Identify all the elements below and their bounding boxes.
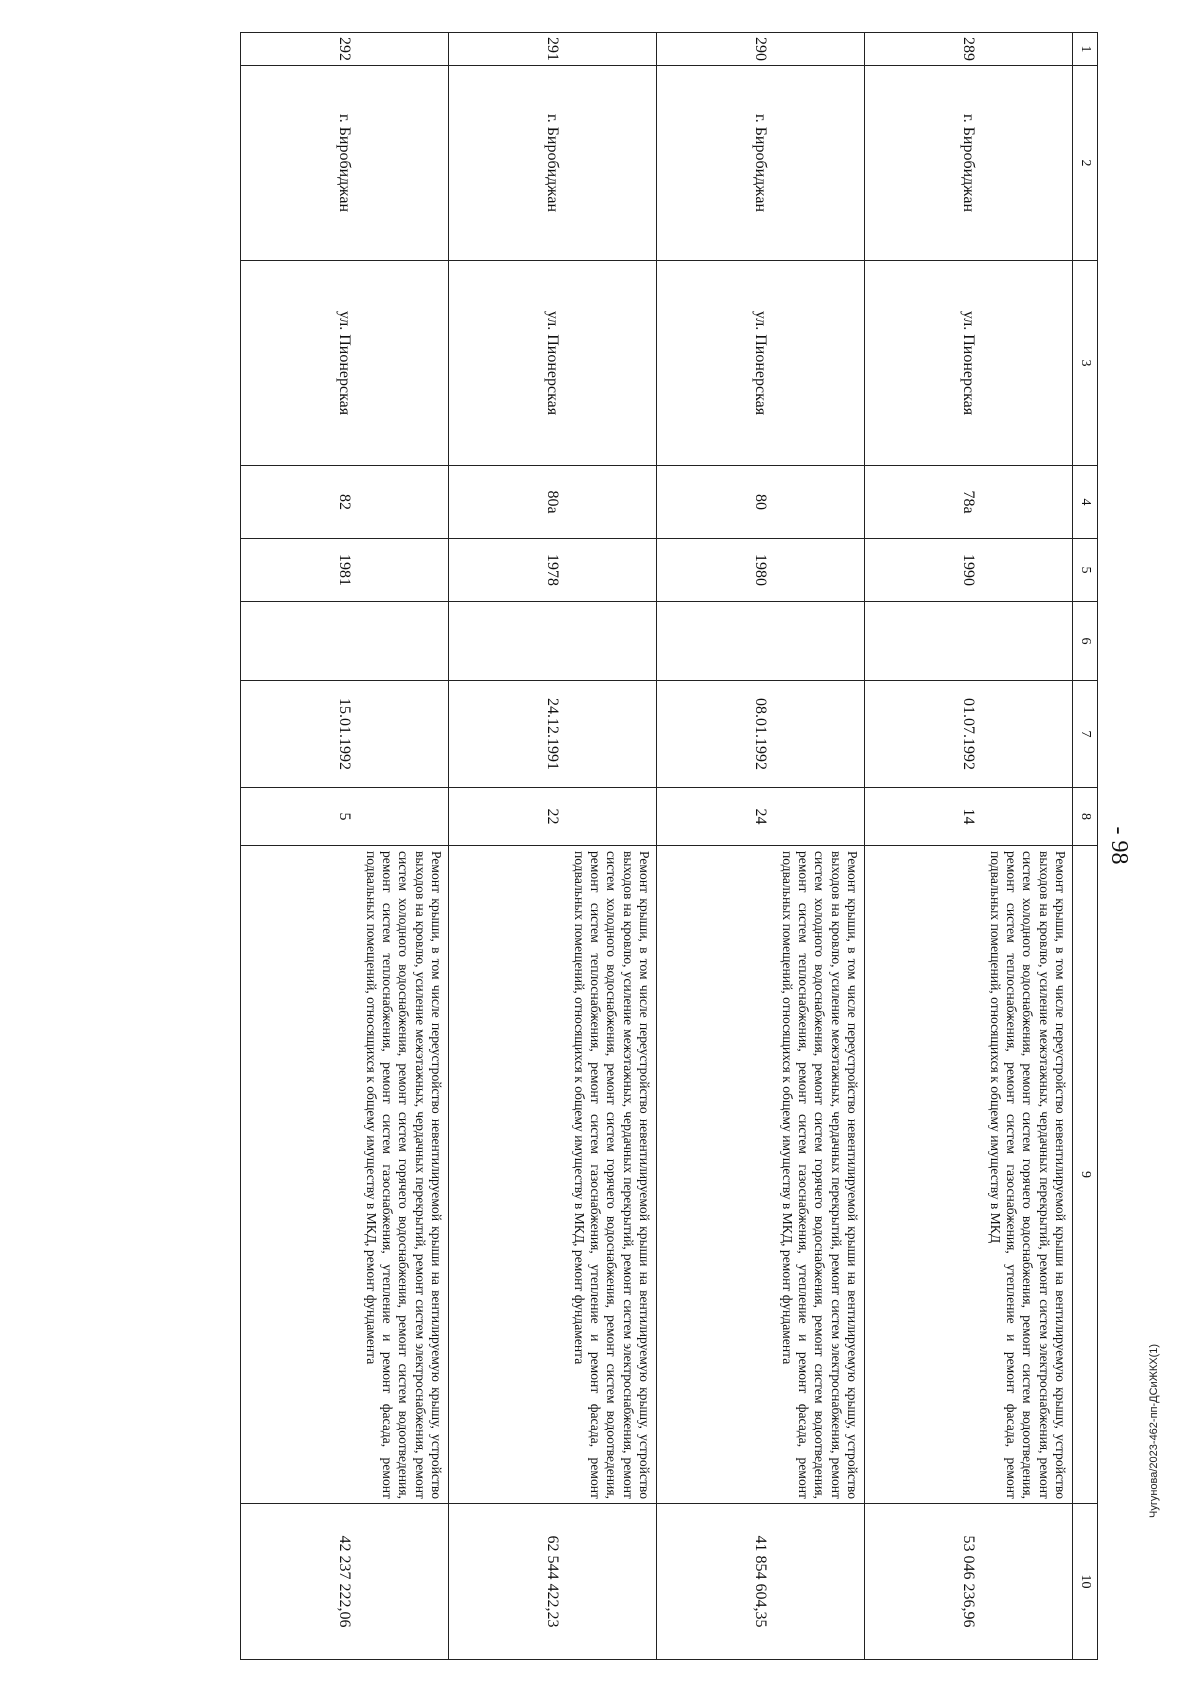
year-cell: 1990 [865, 539, 1073, 602]
column-number: 9 [1073, 846, 1098, 1504]
table-row [241, 33, 449, 1660]
year-cell: 1978 [449, 539, 657, 602]
date-cell: 24.12.1991 [449, 681, 657, 788]
count-cell: 24 [657, 788, 865, 846]
column-number: 7 [1073, 681, 1098, 788]
count-cell: 14 [865, 788, 1073, 846]
row-number: 290 [657, 33, 865, 66]
date-cell: 08.01.1992 [657, 681, 865, 788]
street-cell: ул. Пионерская [865, 261, 1073, 466]
row-number: 292 [241, 33, 449, 66]
count-cell: 5 [241, 788, 449, 846]
table-row [865, 33, 1073, 1660]
empty-cell [865, 602, 1073, 681]
row-number: 291 [449, 33, 657, 66]
column-number: 8 [1073, 788, 1098, 846]
city-cell: г. Биробиджан [449, 66, 657, 261]
year-cell: 1981 [241, 539, 449, 602]
column-number: 3 [1073, 261, 1098, 466]
city-cell: г. Биробиджан [657, 66, 865, 261]
house-number-cell: 78а [865, 466, 1073, 539]
cost-cell: 53 046 236,96 [865, 1504, 1073, 1660]
empty-cell [657, 602, 865, 681]
city-cell: г. Биробиджан [865, 66, 1073, 261]
column-number: 5 [1073, 539, 1098, 602]
house-number-cell: 80 [657, 466, 865, 539]
document-sheet [106, 32, 1148, 1659]
housing-repair-table [240, 32, 1098, 1660]
city-cell: г. Биробиджан [241, 66, 449, 261]
column-number: 4 [1073, 466, 1098, 539]
row-number: 289 [865, 33, 1073, 66]
column-number: 1 [1073, 33, 1098, 66]
empty-cell [241, 602, 449, 681]
street-cell: ул. Пионерская [449, 261, 657, 466]
column-number-row [1073, 33, 1098, 1660]
house-number-cell: 82 [241, 466, 449, 539]
date-cell: 15.01.1992 [241, 681, 449, 788]
cost-cell: 41 854 604,35 [657, 1504, 865, 1660]
repair-works-cell: Ремонт крыши, в том числе переустройство невентилируемой крыши на вентилируемую крышу, устройство выходов на кровлю, усиление межэтажных, чердачных перекрытий, ремонт систем электроснабжения, ремонт систем холодного водоснабжения, ремонт систем горячего водоснабжения, ремонт систем водоотведения, ремонт систем теплоснабжения, ремонт систем газоснабжения, утепление и ремонт фасада, ремонт подвальных помещений, относящихся к общему имуществу в МКД, ремонт фундамента [657, 846, 865, 1504]
repair-works-cell: Ремонт крыши, в том числе переустройство невентилируемой крыши на вентилируемую крышу, устройство выходов на кровлю, усиление межэтажных, чердачных перекрытий, ремонт систем электроснабжения, ремонт систем холодного водоснабжения, ремонт систем горячего водоснабжения, ремонт систем водоотведения, ремонт систем теплоснабжения, ремонт систем газоснабжения, утепление и ремонт фасада, ремонт подвальных помещений, относящихся к общему имуществу в МКД, ремонт фундамента [449, 846, 657, 1504]
column-number: 2 [1073, 66, 1098, 261]
cost-cell: 62 544 422,23 [449, 1504, 657, 1660]
cost-cell: 42 237 222,06 [241, 1504, 449, 1660]
street-cell: ул. Пионерская [657, 261, 865, 466]
house-number-cell: 80а [449, 466, 657, 539]
repair-works-cell: Ремонт крыши, в том числе переустройство невентилируемой крыши на вентилируемую крышу, устройство выходов на кровлю, усиление межэтажных, чердачных перекрытий, ремонт систем электроснабжения, ремонт систем холодного водоснабжения, ремонт систем горячего водоснабжения, ремонт систем водоотведения, ремонт систем теплоснабжения, ремонт систем газоснабжения, утепление и ремонт фасада, ремонт подвальных помещений, относящихся к общему имуществу в МКД, ремонт фундамента [241, 846, 449, 1504]
column-number: 6 [1073, 602, 1098, 681]
year-cell: 1980 [657, 539, 865, 602]
document-registration-code: Чугунова/2023-462-пп-ДСиЖКХ(1) [1148, 1343, 1160, 1518]
street-cell: ул. Пионерская [241, 261, 449, 466]
page-number: - 98 [1106, 826, 1132, 865]
repair-works-cell: Ремонт крыши, в том числе переустройство невентилируемой крыши на вентилируемую крышу, устройство выходов на кровлю, усиление межэтажных, чердачных перекрытий, ремонт систем электроснабжения, ремонт систем холодного водоснабжения, ремонт систем горячего водоснабжения, ремонт систем водоотведения, ремонт систем теплоснабжения, ремонт систем газоснабжения, утепление и ремонт фасада, ремонт подвальных помещений, относящихся к общему имуществу в МКД [865, 846, 1073, 1504]
table-row [449, 33, 657, 1660]
empty-cell [449, 602, 657, 681]
table-row [657, 33, 865, 1660]
count-cell: 22 [449, 788, 657, 846]
column-number: 10 [1073, 1504, 1098, 1660]
date-cell: 01.07.1992 [865, 681, 1073, 788]
